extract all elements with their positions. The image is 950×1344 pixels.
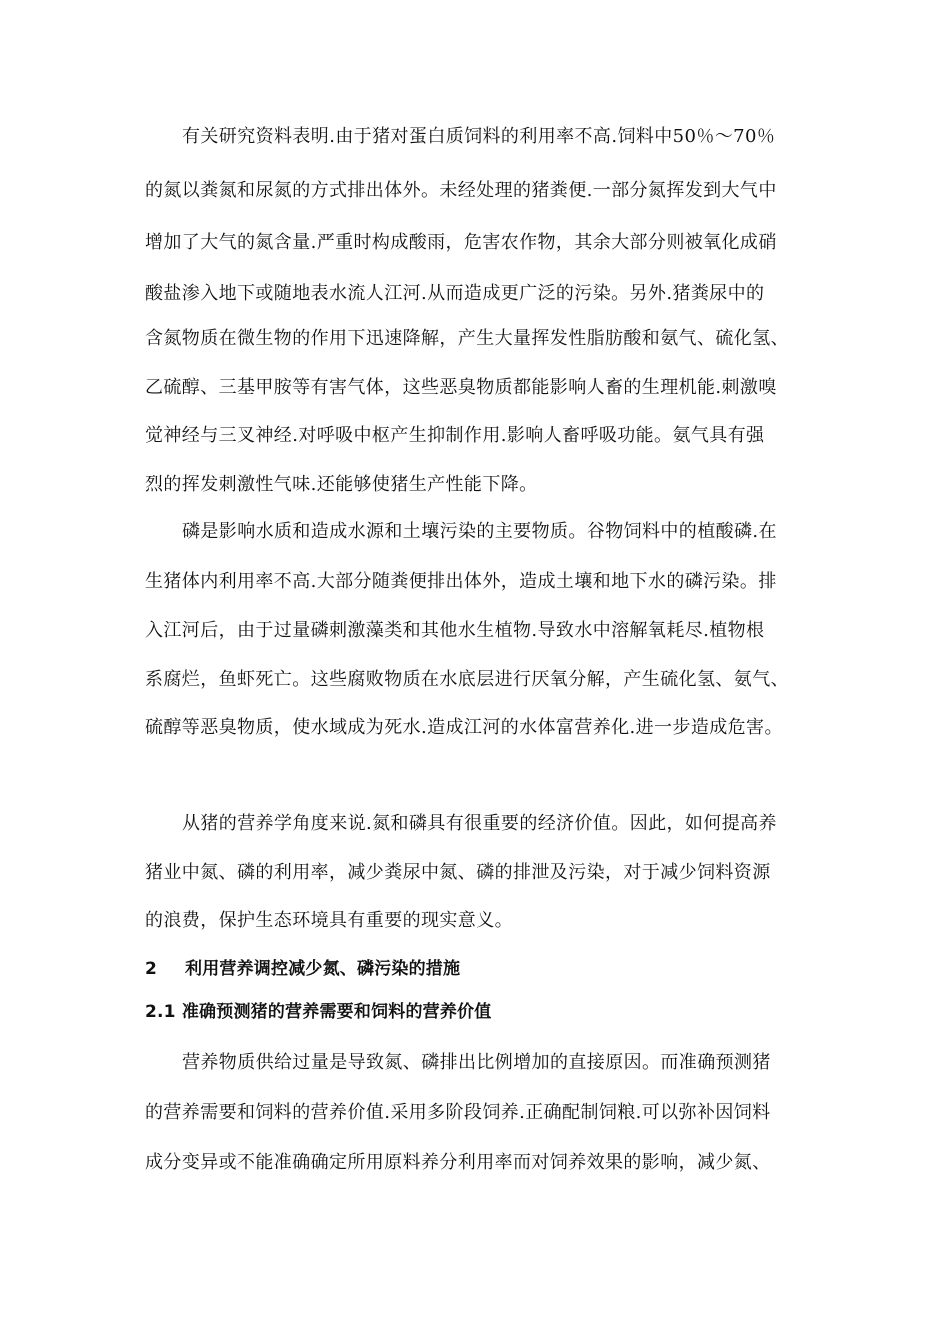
paragraph-3-line-3: 的浪费，保护生态环境具有重要的现实意义。 [145, 910, 513, 931]
subsection-title: 准确预测猪的营养需要和饲料的营养价值 [181, 1002, 492, 1022]
paragraph-1-line-8: 烈的挥发刺激性气味.还能够使猪生产性能下降。 [145, 474, 538, 495]
section-number: 2 [145, 959, 158, 979]
paragraph-2-line-1: 磷是影响水质和造成水源和土壤污染的主要物质。谷物饲料中的植酸磷.在 [182, 521, 777, 542]
paragraph-3-line-1: 从猪的营养学角度来说.氮和磷具有很重要的经济价值。因此，如何提高养 [182, 813, 777, 834]
paragraph-3-line-2: 猪业中氮、磷的利用率，减少粪尿中氮、磷的排泄及污染，对于减少饲料资源 [145, 862, 771, 883]
paragraph-1-line-6: 乙硫醇、三基甲胺等有害气体，这些恶臭物质都能影响人畜的生理机能.刺激嗅 [145, 377, 777, 398]
paragraph-4-line-3: 成分变异或不能准确确定所用原料养分利用率而对饲养效果的影响，减少氮、 [145, 1152, 771, 1173]
paragraph-2-line-3: 入江河后，由于过量磷刺激藻类和其他水生植物.导致水中溶解氧耗尽.植物根 [145, 620, 765, 641]
subsection-number: 2.1 [145, 1002, 176, 1022]
paragraph-2-line-2: 生猪体内利用率不高.大部分随粪便排出体外，造成土壤和地下水的磷污染。排 [145, 571, 777, 592]
paragraph-2-line-4: 系腐烂，鱼虾死亡。这些腐败物质在水底层进行厌氧分解，产生硫化氢、氨气、 [145, 669, 789, 690]
paragraph-1-line-7: 觉神经与三叉神经.对呼吸中枢产生抑制作用.影响人畜呼吸功能。氨气具有强 [145, 425, 765, 446]
section-title: 利用营养调控减少氮、磷污染的措施 [185, 959, 461, 979]
paragraph-1-line-3: 增加了大气的氮含量.严重时构成酸雨，危害农作物，其余大部分则被氧化成硝 [145, 232, 777, 253]
paragraph-1-line-4: 酸盐渗入地下或随地表水流人江河.从而造成更广泛的污染。另外.猪粪尿中的 [145, 283, 765, 304]
section-heading-2 [145, 956, 810, 982]
paragraph-1-line-5: 含氮物质在微生物的作用下迅速降解，产生大量挥发性脂肪酸和氨气、硫化氢、 [145, 328, 789, 349]
paragraph-1-line-2: 的氮以粪氮和尿氮的方式排出体外。未经处理的猪粪便.一部分氮挥发到大气中 [145, 180, 777, 201]
paragraph-4-line-2: 的营养需要和饲料的营养价值.采用多阶段饲养.正确配制饲粮.可以弥补因饲料 [145, 1102, 771, 1123]
paragraph-2-line-5: 硫醇等恶臭物质，使水域成为死水.造成江河的水体富营养化.进一步造成危害。 [145, 717, 783, 738]
paragraph-4-line-1: 营养物质供给过量是导致氮、磷排出比例增加的直接原因。而准确预测猪 [182, 1052, 771, 1073]
section-heading-2-1 [145, 999, 810, 1025]
paragraph-1-line-1: 有关研究资料表明.由于猪对蛋白质饲料的利用率不高.饲料中50％～70％ [182, 126, 776, 147]
